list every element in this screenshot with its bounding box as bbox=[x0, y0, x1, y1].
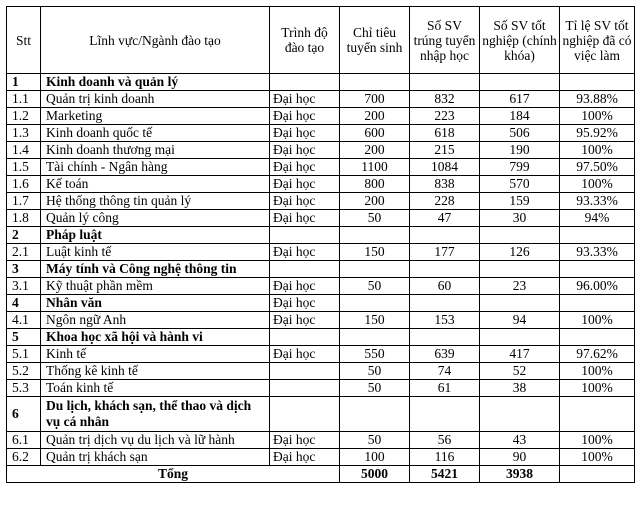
cell-level: Đại học bbox=[270, 193, 340, 210]
cell-stt: 5.2 bbox=[7, 363, 41, 380]
cell-enrolled: 618 bbox=[410, 125, 480, 142]
cell-employed: 100% bbox=[560, 449, 635, 466]
table-body bbox=[7, 74, 635, 466]
cell-enrolled: 215 bbox=[410, 142, 480, 159]
cell-level: Đại học bbox=[270, 91, 340, 108]
cell-employed: 93.33% bbox=[560, 244, 635, 261]
cell-quota: 100 bbox=[340, 449, 410, 466]
header-level: Trình độ đào tạo bbox=[270, 7, 340, 74]
cell-enrolled bbox=[410, 397, 480, 432]
table-row bbox=[7, 278, 635, 295]
cell-quota bbox=[340, 227, 410, 244]
total-graduated: 3938 bbox=[480, 466, 560, 483]
cell-level: Đại học bbox=[270, 432, 340, 449]
cell-level: Đại học bbox=[270, 244, 340, 261]
cell-graduated bbox=[480, 261, 560, 278]
cell-employed bbox=[560, 227, 635, 244]
cell-level: Đại học bbox=[270, 449, 340, 466]
table-row bbox=[7, 142, 635, 159]
cell-level: Đại học bbox=[270, 278, 340, 295]
cell-enrolled: 60 bbox=[410, 278, 480, 295]
section-row bbox=[7, 329, 635, 346]
total-quota: 5000 bbox=[340, 466, 410, 483]
cell-field: Tài chính - Ngân hàng bbox=[41, 159, 270, 176]
cell-level: Đại học bbox=[270, 125, 340, 142]
cell-employed: 93.33% bbox=[560, 193, 635, 210]
cell-field: Luật kinh tế bbox=[41, 244, 270, 261]
cell-enrolled: 61 bbox=[410, 380, 480, 397]
cell-stt: 5.3 bbox=[7, 380, 41, 397]
cell-stt: 1.5 bbox=[7, 159, 41, 176]
cell-enrolled: 1084 bbox=[410, 159, 480, 176]
cell-enrolled bbox=[410, 227, 480, 244]
enrollment-table bbox=[6, 6, 635, 483]
cell-graduated: 23 bbox=[480, 278, 560, 295]
table-header-row bbox=[7, 7, 635, 74]
header-employed: Tỉ lệ SV tốt nghiệp đã có việc làm bbox=[560, 7, 635, 74]
cell-level: Đại học bbox=[270, 176, 340, 193]
cell-employed: 97.50% bbox=[560, 159, 635, 176]
cell-level: Đại học bbox=[270, 108, 340, 125]
cell-field: Khoa học xã hội và hành vi bbox=[41, 329, 270, 346]
total-label: Tổng bbox=[7, 466, 340, 483]
cell-enrolled: 223 bbox=[410, 108, 480, 125]
table-row bbox=[7, 210, 635, 227]
cell-quota bbox=[340, 397, 410, 432]
cell-graduated bbox=[480, 397, 560, 432]
section-row bbox=[7, 74, 635, 91]
cell-graduated bbox=[480, 74, 560, 91]
cell-field: Quản trị kinh doanh bbox=[41, 91, 270, 108]
cell-quota bbox=[340, 329, 410, 346]
cell-quota: 200 bbox=[340, 193, 410, 210]
table-row bbox=[7, 159, 635, 176]
cell-level: Đại học bbox=[270, 142, 340, 159]
cell-employed bbox=[560, 261, 635, 278]
cell-employed: 100% bbox=[560, 142, 635, 159]
cell-employed: 100% bbox=[560, 380, 635, 397]
cell-stt: 4 bbox=[7, 295, 41, 312]
total-employed bbox=[560, 466, 635, 483]
cell-quota: 600 bbox=[340, 125, 410, 142]
table-row bbox=[7, 108, 635, 125]
cell-stt: 6 bbox=[7, 397, 41, 432]
cell-enrolled: 56 bbox=[410, 432, 480, 449]
header-quota: Chỉ tiêu tuyển sinh bbox=[340, 7, 410, 74]
cell-field: Pháp luật bbox=[41, 227, 270, 244]
cell-enrolled bbox=[410, 261, 480, 278]
cell-quota: 150 bbox=[340, 244, 410, 261]
cell-field: Kế toán bbox=[41, 176, 270, 193]
cell-employed: 95.92% bbox=[560, 125, 635, 142]
cell-level bbox=[270, 261, 340, 278]
cell-graduated: 43 bbox=[480, 432, 560, 449]
cell-level bbox=[270, 329, 340, 346]
cell-level: Đại học bbox=[270, 312, 340, 329]
cell-employed: 100% bbox=[560, 363, 635, 380]
cell-stt: 5 bbox=[7, 329, 41, 346]
cell-employed: 97.62% bbox=[560, 346, 635, 363]
section-row bbox=[7, 227, 635, 244]
cell-field: Toán kinh tế bbox=[41, 380, 270, 397]
cell-level: Đại học bbox=[270, 346, 340, 363]
table-row bbox=[7, 432, 635, 449]
cell-employed: 100% bbox=[560, 176, 635, 193]
cell-enrolled: 228 bbox=[410, 193, 480, 210]
cell-enrolled: 177 bbox=[410, 244, 480, 261]
cell-graduated: 126 bbox=[480, 244, 560, 261]
cell-field: Kinh doanh quốc tế bbox=[41, 125, 270, 142]
cell-quota: 50 bbox=[340, 210, 410, 227]
header-enrolled: Số SV trúng tuyển nhập học bbox=[410, 7, 480, 74]
cell-enrolled bbox=[410, 295, 480, 312]
cell-quota: 800 bbox=[340, 176, 410, 193]
table-row bbox=[7, 176, 635, 193]
cell-level bbox=[270, 74, 340, 91]
cell-stt: 1 bbox=[7, 74, 41, 91]
cell-field: Quản trị khách sạn bbox=[41, 449, 270, 466]
cell-employed: 100% bbox=[560, 312, 635, 329]
cell-employed bbox=[560, 295, 635, 312]
cell-field: Thống kê kinh tế bbox=[41, 363, 270, 380]
cell-enrolled: 153 bbox=[410, 312, 480, 329]
cell-level bbox=[270, 227, 340, 244]
cell-stt: 4.1 bbox=[7, 312, 41, 329]
cell-enrolled: 832 bbox=[410, 91, 480, 108]
cell-stt: 3 bbox=[7, 261, 41, 278]
header-field: Lĩnh vực/Ngành đào tạo bbox=[41, 7, 270, 74]
cell-field: Du lịch, khách sạn, thể thao và dịch vụ cá nhân bbox=[41, 397, 270, 432]
cell-stt: 3.1 bbox=[7, 278, 41, 295]
cell-graduated: 159 bbox=[480, 193, 560, 210]
cell-field: Quản trị dịch vụ du lịch và lữ hành bbox=[41, 432, 270, 449]
cell-graduated bbox=[480, 329, 560, 346]
table-row bbox=[7, 244, 635, 261]
table-row bbox=[7, 193, 635, 210]
cell-enrolled bbox=[410, 74, 480, 91]
table-row bbox=[7, 91, 635, 108]
cell-field: Kinh doanh và quản lý bbox=[41, 74, 270, 91]
cell-enrolled: 47 bbox=[410, 210, 480, 227]
cell-employed: 93.88% bbox=[560, 91, 635, 108]
cell-stt: 1.4 bbox=[7, 142, 41, 159]
cell-graduated: 417 bbox=[480, 346, 560, 363]
cell-field: Kinh doanh thương mại bbox=[41, 142, 270, 159]
section-row bbox=[7, 397, 635, 432]
cell-level: Đại học bbox=[270, 159, 340, 176]
cell-quota: 700 bbox=[340, 91, 410, 108]
cell-graduated: 617 bbox=[480, 91, 560, 108]
cell-enrolled: 639 bbox=[410, 346, 480, 363]
cell-stt: 1.1 bbox=[7, 91, 41, 108]
cell-field: Kinh tế bbox=[41, 346, 270, 363]
cell-quota: 50 bbox=[340, 278, 410, 295]
cell-quota: 50 bbox=[340, 432, 410, 449]
cell-quota: 50 bbox=[340, 363, 410, 380]
cell-quota bbox=[340, 74, 410, 91]
cell-field: Kỹ thuật phần mềm bbox=[41, 278, 270, 295]
cell-field: Ngôn ngữ Anh bbox=[41, 312, 270, 329]
cell-stt: 1.7 bbox=[7, 193, 41, 210]
cell-field: Hệ thống thông tin quản lý bbox=[41, 193, 270, 210]
section-row bbox=[7, 261, 635, 278]
cell-employed: 100% bbox=[560, 432, 635, 449]
cell-employed bbox=[560, 329, 635, 346]
cell-graduated: 90 bbox=[480, 449, 560, 466]
cell-graduated bbox=[480, 227, 560, 244]
cell-enrolled: 116 bbox=[410, 449, 480, 466]
cell-stt: 1.3 bbox=[7, 125, 41, 142]
cell-employed bbox=[560, 74, 635, 91]
cell-quota bbox=[340, 295, 410, 312]
cell-graduated bbox=[480, 295, 560, 312]
cell-quota: 200 bbox=[340, 108, 410, 125]
table-row bbox=[7, 363, 635, 380]
cell-graduated: 52 bbox=[480, 363, 560, 380]
cell-employed: 94% bbox=[560, 210, 635, 227]
cell-enrolled: 838 bbox=[410, 176, 480, 193]
total-row bbox=[7, 466, 635, 483]
cell-level bbox=[270, 397, 340, 432]
cell-stt: 6.2 bbox=[7, 449, 41, 466]
cell-level: Đại học bbox=[270, 210, 340, 227]
cell-graduated: 506 bbox=[480, 125, 560, 142]
cell-employed: 96.00% bbox=[560, 278, 635, 295]
cell-graduated: 184 bbox=[480, 108, 560, 125]
cell-enrolled bbox=[410, 329, 480, 346]
cell-quota: 50 bbox=[340, 380, 410, 397]
cell-field: Marketing bbox=[41, 108, 270, 125]
cell-quota bbox=[340, 261, 410, 278]
cell-employed bbox=[560, 397, 635, 432]
cell-stt: 5.1 bbox=[7, 346, 41, 363]
table-row bbox=[7, 346, 635, 363]
cell-stt: 2.1 bbox=[7, 244, 41, 261]
cell-graduated: 30 bbox=[480, 210, 560, 227]
cell-field: Máy tính và Công nghệ thông tin bbox=[41, 261, 270, 278]
cell-graduated: 94 bbox=[480, 312, 560, 329]
section-row bbox=[7, 295, 635, 312]
cell-stt: 2 bbox=[7, 227, 41, 244]
cell-level: Đại học bbox=[270, 295, 340, 312]
cell-stt: 1.6 bbox=[7, 176, 41, 193]
header-graduated: Số SV tốt nghiệp (chính khóa) bbox=[480, 7, 560, 74]
cell-stt: 6.1 bbox=[7, 432, 41, 449]
cell-quota: 550 bbox=[340, 346, 410, 363]
cell-graduated: 190 bbox=[480, 142, 560, 159]
cell-field: Quản lý công bbox=[41, 210, 270, 227]
cell-quota: 1100 bbox=[340, 159, 410, 176]
cell-stt: 1.2 bbox=[7, 108, 41, 125]
table-row bbox=[7, 312, 635, 329]
cell-stt: 1.8 bbox=[7, 210, 41, 227]
cell-quota: 150 bbox=[340, 312, 410, 329]
table-row bbox=[7, 125, 635, 142]
cell-level bbox=[270, 363, 340, 380]
table-row bbox=[7, 380, 635, 397]
header-stt: Stt bbox=[7, 7, 41, 74]
cell-quota: 200 bbox=[340, 142, 410, 159]
table-row bbox=[7, 449, 635, 466]
cell-field: Nhân văn bbox=[41, 295, 270, 312]
cell-enrolled: 74 bbox=[410, 363, 480, 380]
total-enrolled: 5421 bbox=[410, 466, 480, 483]
cell-employed: 100% bbox=[560, 108, 635, 125]
cell-graduated: 570 bbox=[480, 176, 560, 193]
cell-graduated: 799 bbox=[480, 159, 560, 176]
cell-graduated: 38 bbox=[480, 380, 560, 397]
cell-level bbox=[270, 380, 340, 397]
